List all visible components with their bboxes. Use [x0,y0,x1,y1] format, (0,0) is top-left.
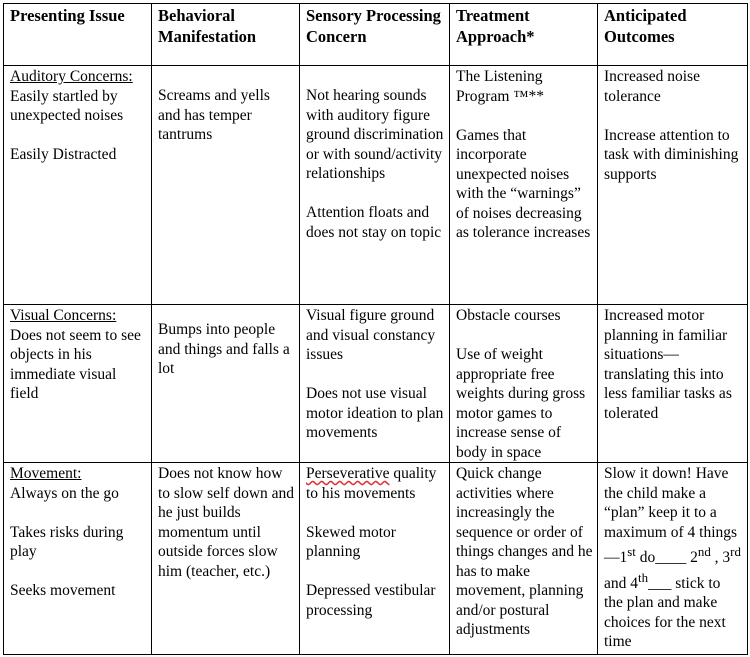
outcome-text: Increased motor planning in familiar situations—translating this into less familiar tasks as tolerated [604,307,732,422]
outcome-part: Slow it down! Have the child make a “plan” keep it to a maximum of 4 things—1 [604,465,738,567]
outcome-text: Increased noise tolerance [604,68,700,105]
sensory-text: Does not use visual motor ideation to plan movements [306,385,444,441]
header-behavioral-manifestation: Behavioral Manifestation [152,4,300,66]
cell-treatment [450,66,598,305]
outcome-sup: th [638,569,649,585]
sensory-text: Attention floats and does not stay on topic [306,204,442,241]
cell-sensory [300,66,450,305]
cell-behavior [152,305,300,463]
header-sensory-processing-concern: Sensory Processing Concern [300,4,450,66]
outcome-part: ___ stick to the plan and make choices for the next time [604,574,726,651]
treatment-text: The Listening Program ™** [456,68,544,105]
behavior-text: Screams and yells and has temper tantrums [158,87,270,143]
sensory-text: Visual figure ground and visual constancy issues [306,307,436,363]
issue-item: Always on the go [10,484,119,502]
sensory-text [306,464,445,503]
sensory-treatment-table [3,3,748,655]
outcome-sup: rd [730,544,741,559]
outcome-part: and 4 [604,574,639,592]
cell-presenting-issue [4,463,152,655]
header-presenting-issue: Presenting Issue [4,4,152,66]
outcome-part: , 3 [710,549,731,567]
table-row-movement [4,463,748,655]
cell-outcomes [598,66,748,305]
sensory-text-rest: quality to his movements [306,465,437,502]
issue-heading: Movement: [10,465,82,482]
cell-behavior [152,463,300,655]
outcome-text [604,464,743,652]
behavior-text: Does not know how to slow self down and he just builds momentum until outside forces slow him (teacher, etc.) [158,465,295,580]
cell-outcomes [598,305,748,463]
issue-item: Easily startled by unexpected noises [10,87,124,124]
cell-outcomes [598,463,748,655]
outcome-text: Increase attention to task with diminishing supports [604,126,739,183]
treatment-text: Quick change activities where increasingly the sequence or order of things changes and he has to make movement, planning and/or postural adjustments [456,465,593,638]
cell-behavior [152,66,300,305]
outcome-part: do____ 2 [635,549,698,567]
sensory-text: Not hearing sounds with auditory figure ground discrimination or with sound/activity relationships [306,87,444,182]
outcome-sup: st [627,544,636,559]
issue-heading: Visual Concerns: [10,307,117,324]
cell-treatment [450,305,598,463]
issue-item: Does not seem to see objects in his immediate visual field [10,326,141,402]
outcome-sup: nd [697,544,711,559]
spellcheck-word: Perseverative [306,465,390,482]
treatment-text: Games that incorporate unexpected noises with the “warnings” of noises decreasing as tolerance increases [456,126,591,241]
issue-heading: Auditory Concerns: [10,68,133,85]
sensory-text: Skewed motor planning [306,523,396,560]
sensory-text: Depressed vestibular processing [306,582,436,619]
cell-presenting-issue [4,66,152,305]
cell-sensory [300,305,450,463]
table-row-auditory [4,66,748,305]
issue-item: Easily Distracted [10,146,117,163]
behavior-text: Bumps into people and things and falls a lot [158,321,290,377]
header-treatment-approach: Treatment Approach* [450,4,598,66]
treatment-text: Obstacle courses [456,307,561,324]
issue-item: Takes risks during play [10,523,124,560]
header-anticipated-outcomes: Anticipated Outcomes [598,4,748,66]
header-row [4,4,748,66]
table-row-visual [4,305,748,463]
issue-item: Seeks movement [10,582,116,599]
cell-sensory [300,463,450,655]
cell-treatment [450,463,598,655]
treatment-text: Use of weight appropriate free weights during gross motor games to increase sense of body in space [456,346,586,461]
cell-presenting-issue [4,305,152,463]
